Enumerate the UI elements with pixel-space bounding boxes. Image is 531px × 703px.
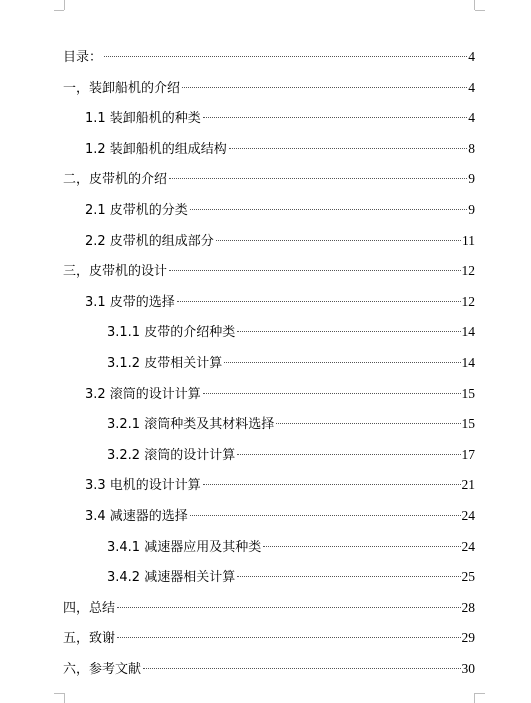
toc-entry-page: 14 <box>461 354 475 370</box>
dot-leader <box>237 331 460 332</box>
dot-leader <box>169 178 467 179</box>
toc-entry[interactable] <box>63 139 475 170</box>
toc-entry-title: 3.3 电机的设计计算 <box>85 478 201 494</box>
crop-mark-bottom-left <box>54 693 64 694</box>
toc-entry[interactable] <box>63 567 475 598</box>
toc-entry-title: 3.1 皮带的选择 <box>85 294 175 310</box>
dot-leader <box>203 393 461 394</box>
toc-entry-title: 3.2.2 滚筒的设计计算 <box>107 447 236 463</box>
dot-leader <box>143 668 460 669</box>
toc-entry-page: 12 <box>461 263 475 279</box>
dot-leader <box>117 607 460 608</box>
toc-entry[interactable] <box>63 353 475 384</box>
toc-entry-title: 五，致谢 <box>63 631 116 647</box>
toc-entry-title: 二，皮带机的介绍 <box>63 172 168 188</box>
toc-entry-title: 3.2 滚筒的设计计算 <box>85 386 201 402</box>
dot-leader <box>224 362 460 363</box>
toc-entry-title: 2.1 皮带机的分类 <box>85 202 188 218</box>
toc-entry[interactable] <box>63 537 475 568</box>
toc-entry-title: 四，总结 <box>63 600 116 616</box>
crop-mark-top-left <box>54 10 64 11</box>
toc-entry[interactable] <box>63 108 475 139</box>
toc-entry-page: 8 <box>468 140 475 156</box>
toc-entry-page: 30 <box>461 660 475 676</box>
toc-entry-title: 3.4.2 减速器相关计算 <box>107 570 236 586</box>
dot-leader <box>237 454 460 455</box>
toc-entry-page: 29 <box>461 630 475 646</box>
toc-entry-page: 12 <box>461 293 475 309</box>
crop-mark-bottom-right <box>474 693 475 703</box>
dot-leader <box>229 148 467 149</box>
toc-entry-page: 11 <box>462 232 475 248</box>
toc-entry-title: 3.2.1 滚筒种类及其材料选择 <box>107 417 275 433</box>
toc-entry[interactable] <box>63 384 475 415</box>
dot-leader <box>190 209 467 210</box>
toc-entry[interactable] <box>63 231 475 262</box>
dot-leader <box>104 56 467 57</box>
toc-entry[interactable] <box>63 445 475 476</box>
table-of-contents <box>63 47 475 689</box>
toc-entry[interactable] <box>63 628 475 659</box>
dot-leader <box>177 301 461 302</box>
crop-mark-top-right <box>474 0 475 10</box>
toc-entry-page: 4 <box>468 49 475 64</box>
dot-leader <box>263 546 460 547</box>
toc-entry[interactable] <box>63 169 475 200</box>
dot-leader <box>276 423 460 424</box>
toc-entry-page: 4 <box>468 110 475 126</box>
toc-entry[interactable] <box>63 47 475 78</box>
toc-entry-title: 目录： <box>63 50 103 65</box>
dot-leader <box>216 240 461 241</box>
toc-entry-page: 17 <box>461 446 475 462</box>
crop-mark-top-right <box>475 10 485 11</box>
toc-entry-page: 24 <box>461 538 475 554</box>
toc-entry[interactable] <box>63 659 475 690</box>
toc-entry[interactable] <box>63 292 475 323</box>
dot-leader <box>190 515 461 516</box>
toc-entry-title: 1.2 装卸船机的组成结构 <box>85 141 227 157</box>
dot-leader <box>117 637 460 638</box>
dot-leader <box>237 576 460 577</box>
toc-entry-title: 2.2 皮带机的组成部分 <box>85 233 214 249</box>
toc-entry-title: 1.1 装卸船机的种类 <box>85 111 201 127</box>
crop-mark-bottom-left <box>64 693 65 703</box>
toc-entry-title: 3.4.1 减速器应用及其种类 <box>107 539 262 555</box>
toc-entry-page: 9 <box>468 171 475 187</box>
toc-entry-title: 一，装卸船机的介绍 <box>63 80 181 96</box>
dot-leader <box>203 117 467 118</box>
toc-entry[interactable] <box>63 322 475 353</box>
toc-entry[interactable] <box>63 261 475 292</box>
crop-mark-bottom-right <box>475 693 485 694</box>
toc-entry[interactable] <box>63 475 475 506</box>
toc-entry-page: 21 <box>461 477 475 493</box>
toc-entry-page: 15 <box>461 385 475 401</box>
toc-entry-page: 25 <box>461 569 475 585</box>
dot-leader <box>182 87 467 88</box>
toc-entry[interactable] <box>63 200 475 231</box>
toc-entry-title: 3.4 减速器的选择 <box>85 508 188 524</box>
toc-entry-title: 3.1.2 皮带相关计算 <box>107 355 223 371</box>
toc-entry-title: 六，参考文献 <box>63 661 142 677</box>
toc-entry[interactable] <box>63 78 475 109</box>
toc-entry-title: 三，皮带机的设计 <box>63 264 168 280</box>
dot-leader <box>169 270 460 271</box>
toc-entry-page: 24 <box>461 507 475 523</box>
dot-leader <box>203 484 461 485</box>
toc-entry-page: 14 <box>461 324 475 340</box>
toc-entry-page: 9 <box>468 201 475 217</box>
toc-entry-page: 28 <box>461 599 475 615</box>
toc-entry[interactable] <box>63 506 475 537</box>
toc-entry-page: 4 <box>468 79 475 95</box>
crop-mark-top-left <box>64 0 65 10</box>
toc-entry[interactable] <box>63 598 475 629</box>
toc-entry[interactable] <box>63 414 475 445</box>
toc-entry-page: 15 <box>461 416 475 432</box>
toc-entry-title: 3.1.1 皮带的介绍种类 <box>107 325 236 341</box>
